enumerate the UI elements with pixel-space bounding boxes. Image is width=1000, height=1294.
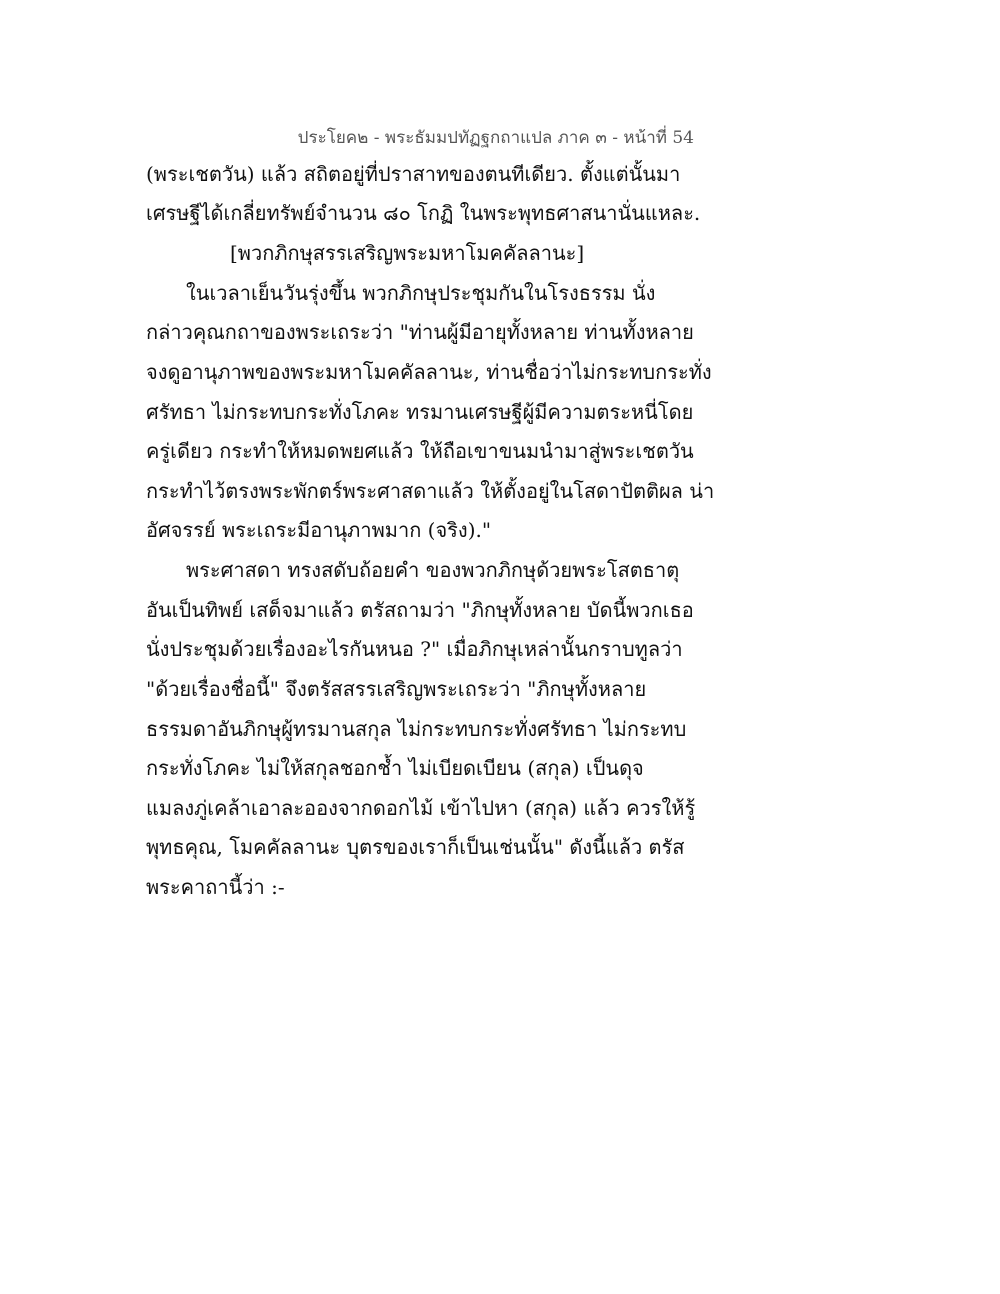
text-line: กระทั่งโภคะ ไม่ให้สกุลชอกช้ำ ไม่เบียดเบียน (สกุล) เป็นดุจ xyxy=(146,756,644,780)
text-line: ครู่เดียว กระทำให้หมดพยศแล้ว ให้ถือเขาขนมนำมาสู่พระเชตวัน xyxy=(146,439,694,463)
text-line: พุทธคุณ, โมคคัลลานะ บุตรของเราก็เป็นเช่นนั้น" ดังนี้แล้ว ตรัส xyxy=(146,835,685,859)
text-line: แมลงภู่เคล้าเอาละอองจากดอกไม้ เข้าไปหา (สกุล) แล้ว ควรให้รู้ xyxy=(146,796,696,820)
text-line: กล่าวคุณกถาของพระเถระว่า "ท่านผู้มีอายุทั้งหลาย ท่านทั้งหลาย xyxy=(146,320,694,344)
text-line: พระคาถานี้ว่า :- xyxy=(146,875,285,899)
text-line: เศรษฐีได้เกลี่ยทรัพย์จำนวน ๘๐ โกฏิ ในพระพุทธศาสนานั่นแหละ. xyxy=(146,201,701,225)
text-line: ศรัทธา ไม่กระทบกระทั่งโภคะ ทรมานเศรษฐีผู้มีความตระหนี่โดย xyxy=(146,400,694,424)
text-line: "ด้วยเรื่องชื่อนี้" จึงตรัสสรรเสริญพระเถระว่า "ภิกษุทั้งหลาย xyxy=(146,677,647,701)
section-heading: [พวกภิกษุสรรเสริญพระมหาโมคคัลลานะ] xyxy=(230,241,585,265)
text-line: ในเวลาเย็นวันรุ่งขึ้น พวกภิกษุประชุมกันในโรงธรรม นั่ง xyxy=(186,281,656,305)
text-line: (พระเชตวัน) แล้ว สถิตอยู่ที่ปราสาทของตนทีเดียว. ตั้งแต่นั้นมา xyxy=(146,162,681,186)
text-line: อัศจรรย์ พระเถระมีอานุภาพมาก (จริง)." xyxy=(146,518,492,542)
text-line: นั่งประชุมด้วยเรื่องอะไรกันหนอ ?" เมื่อภิกษุเหล่านั้นกราบทูลว่า xyxy=(146,637,683,661)
text-line: ธรรมดาอันภิกษุผู้ทรมานสกุล ไม่กระทบกระทั่งศรัทธา ไม่กระทบ xyxy=(146,717,687,741)
running-header: ประโยค๒ - พระธัมมปทัฏฐกถาแปล ภาค ๓ - หน้าที่ 54 xyxy=(297,128,694,148)
text-line: กระทำไว้ตรงพระพักตร์พระศาสดาแล้ว ให้ตั้งอยู่ในโสดาปัตติผล น่า xyxy=(146,479,715,503)
text-line: จงดูอานุภาพของพระมหาโมคคัลลานะ, ท่านชื่อว่าไม่กระทบกระทั่ง xyxy=(146,360,712,384)
text-line: พระศาสดา ทรงสดับถ้อยคำ ของพวกภิกษุด้วยพระโสตธาตุ xyxy=(186,558,680,582)
text-line: อันเป็นทิพย์ เสด็จมาแล้ว ตรัสถามว่า "ภิกษุทั้งหลาย บัดนี้พวกเธอ xyxy=(146,598,694,622)
